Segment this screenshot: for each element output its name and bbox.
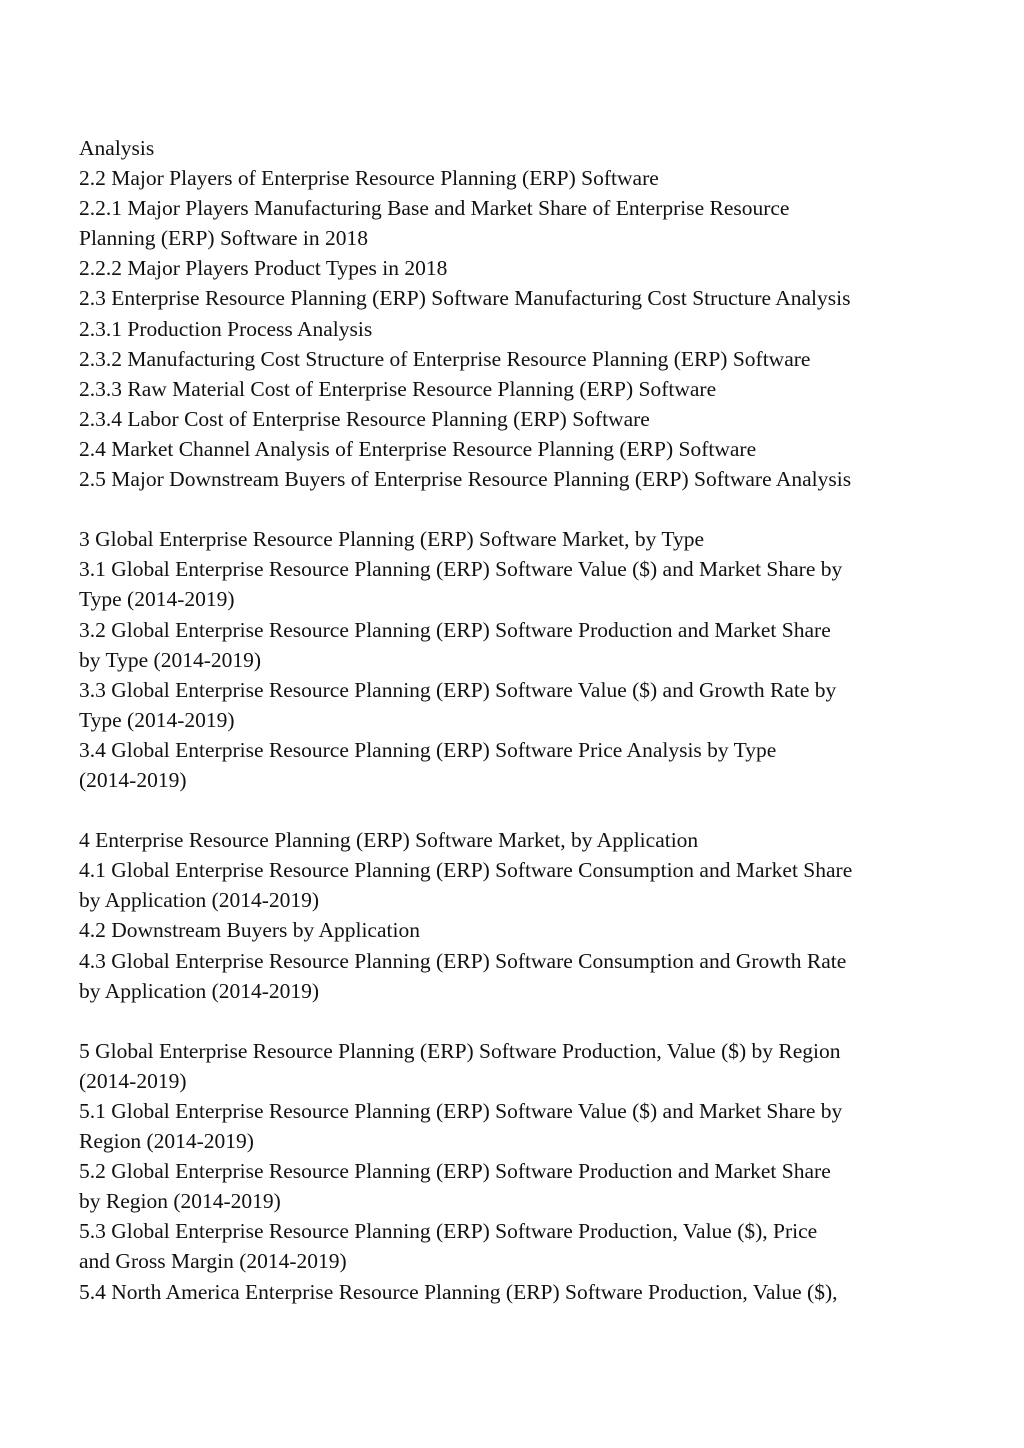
toc-line: Type (2014-2019) [79,707,235,732]
toc-line: by Application (2014-2019) [79,888,320,913]
toc-line: by Type (2014-2019) [79,647,262,672]
toc-line: (2014-2019) [79,767,187,792]
toc-section-heading: 3 Global Enterprise Resource Planning (ERP) Software Market, by Type [79,527,705,552]
toc-section-heading: 4 Enterprise Resource Planning (ERP) Software Market, by Application [79,828,699,853]
toc-line: (2014-2019) [79,1068,187,1093]
toc-line: 3.2 Global Enterprise Resource Planning (ERP) Software Production and Market Share [79,617,831,642]
toc-line: 2.3.1 Production Process Analysis [79,316,373,341]
toc-line: Region (2014-2019) [79,1129,254,1154]
toc-line: 2.5 Major Downstream Buyers of Enterprise Resource Planning (ERP) Software Analysis [79,467,852,492]
section-gap [79,494,959,524]
toc-line: 4.3 Global Enterprise Resource Planning (ERP) Software Consumption and Growth Rate [79,948,847,973]
toc-line: 2.2 Major Players of Enterprise Resource Planning (ERP) Software [79,166,659,191]
toc-line: 2.3.4 Labor Cost of Enterprise Resource Planning (ERP) Software [79,406,650,431]
toc-line: 2.3.2 Manufacturing Cost Structure of Enterprise Resource Planning (ERP) Software [79,346,811,371]
section-gap [79,1006,959,1036]
toc-line: 4.2 Downstream Buyers by Application [79,918,420,943]
toc-line: 3.4 Global Enterprise Resource Planning (ERP) Software Price Analysis by Type [79,737,777,762]
toc-line: Type (2014-2019) [79,587,235,612]
toc-line: by Application (2014-2019) [79,978,320,1003]
toc-line: 2.4 Market Channel Analysis of Enterprise Resource Planning (ERP) Software [79,436,757,461]
toc-line: 3.3 Global Enterprise Resource Planning (ERP) Software Value ($) and Growth Rate by [79,677,837,702]
toc-line: 2.2.1 Major Players Manufacturing Base and Market Share of Enterprise Resource [79,196,790,221]
toc-line: 3.1 Global Enterprise Resource Planning (ERP) Software Value ($) and Market Share by [79,557,843,582]
toc-line: 5.1 Global Enterprise Resource Planning (ERP) Software Value ($) and Market Share by [79,1099,843,1123]
toc-line: 4.1 Global Enterprise Resource Planning (ERP) Software Consumption and Market Share [79,858,853,883]
section-gap [79,795,959,825]
toc-line: 5.3 Global Enterprise Resource Planning (ERP) Software Production, Value ($), Price [79,1219,818,1244]
toc-line: Analysis [79,136,155,160]
toc-line: 5.2 Global Enterprise Resource Planning (ERP) Software Production and Market Share [79,1159,831,1184]
toc-line: 2.3.3 Raw Material Cost of Enterprise Resource Planning (ERP) Software [79,376,717,401]
toc-line: 2.3 Enterprise Resource Planning (ERP) Software Manufacturing Cost Structure Analysis [79,286,851,311]
toc-section-heading: 5 Global Enterprise Resource Planning (ERP) Software Production, Value ($) by Region [79,1038,841,1063]
toc-line: Planning (ERP) Software in 2018 [79,226,369,251]
toc-line: by Region (2014-2019) [79,1189,281,1214]
table-of-contents-text [79,133,959,1307]
toc-line: 2.2.2 Major Players Product Types in 2018 [79,256,448,281]
toc-line: 5.4 North America Enterprise Resource Planning (ERP) Software Production, Value ($), [79,1279,838,1304]
toc-line: and Gross Margin (2014-2019) [79,1249,347,1274]
